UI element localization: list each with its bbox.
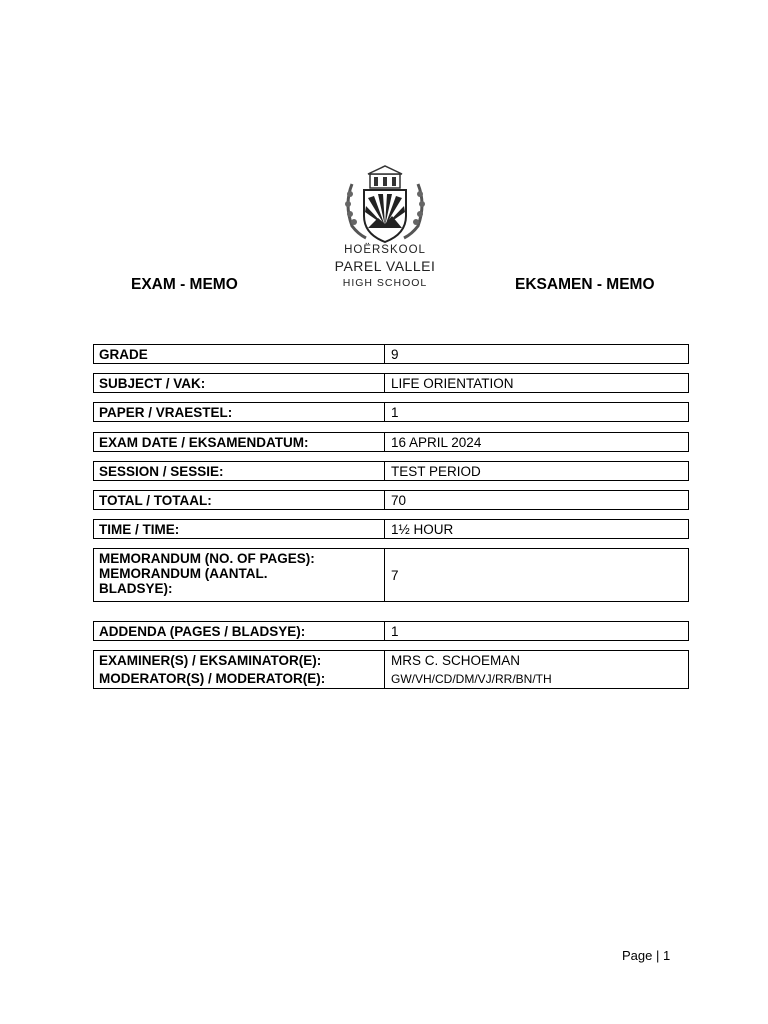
examiner-moderator-row [93, 650, 689, 689]
row-label: SUBJECT / VAK: [94, 374, 385, 392]
school-name-line-3: HIGH SCHOOL [342, 277, 428, 289]
row-value: 1 [391, 624, 399, 639]
row-value: TEST PERIOD [391, 464, 481, 479]
session-row [93, 461, 689, 481]
row-label: ADDENDA (PAGES / BLADSYE): [94, 622, 385, 640]
row-label: TOTAL / TOTAAL: [94, 491, 385, 509]
row-label [94, 549, 385, 601]
row-label: PAPER / VRAESTEL: [94, 403, 385, 421]
row-label-line: MEMORANDUM (NO. OF PAGES): [99, 551, 315, 566]
exam-memo-title: EXAM - MEMO [131, 276, 238, 293]
school-name-line-2: PAREL VALLEI [334, 258, 436, 274]
row-label: SESSION / SESSIE: [94, 462, 385, 480]
total-row [93, 490, 689, 510]
eksamen-memo-title: EKSAMEN - MEMO [515, 276, 655, 293]
row-label-line: EXAMINER(S) / EKSAMINATOR(E): [99, 653, 322, 668]
row-value-text: 7 [391, 567, 399, 583]
row-value: 1 [391, 405, 399, 420]
row-label-line: BLADSYE): [99, 581, 173, 596]
row-value [385, 651, 688, 688]
row-value: 1½ HOUR [391, 522, 454, 537]
subject-row [93, 373, 689, 393]
row-value: 9 [391, 347, 399, 362]
row-label-line: MEMORANDUM (AANTAL. [99, 566, 268, 581]
row-label-line: MODERATOR(S) / MODERATOR(E): [99, 671, 326, 686]
memorandum-row [93, 548, 689, 602]
row-value: 16 APRIL 2024 [391, 435, 482, 450]
examiner-name: MRS C. SCHOEMAN [391, 653, 521, 668]
grade-row [93, 344, 689, 364]
row-value: LIFE ORIENTATION [391, 376, 514, 391]
row-value [385, 549, 688, 601]
exam-date-row [93, 432, 689, 452]
school-name-line-1: HOËRSKOOL [344, 244, 426, 256]
addenda-row [93, 621, 689, 641]
moderator-initials: GW/VH/CD/DM/VJ/RR/BN/TH [391, 672, 552, 686]
paper-row [93, 402, 689, 422]
row-label: GRADE [94, 345, 385, 363]
row-value: 70 [391, 493, 407, 508]
row-label [94, 651, 385, 688]
page-number: Page | 1 [622, 948, 671, 963]
row-label: EXAM DATE / EKSAMENDATUM: [94, 433, 385, 451]
time-row [93, 519, 689, 539]
row-label: TIME / TIME: [94, 520, 385, 538]
